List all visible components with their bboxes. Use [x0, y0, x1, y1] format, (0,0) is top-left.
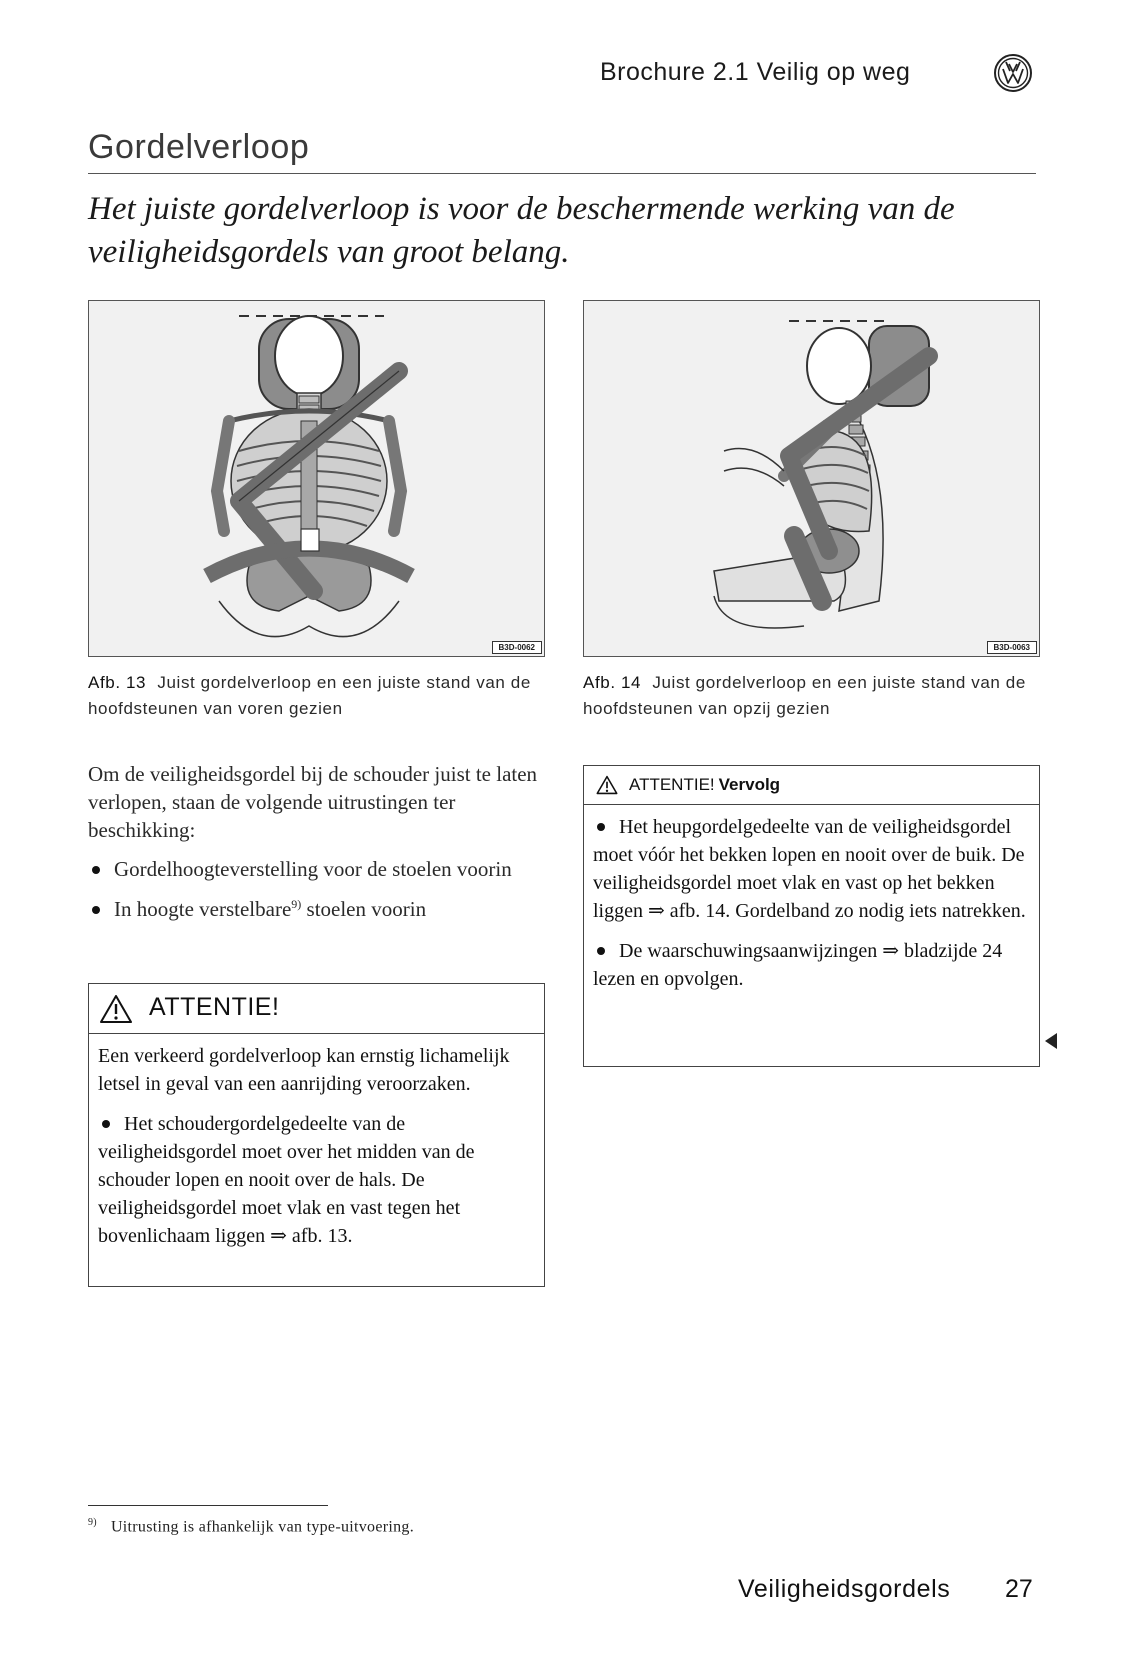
warning-text: Een verkeerd gordelverloop kan ernstig lichamelijk letsel in geval van een aanrijding veroorzaken. — [98, 1045, 510, 1095]
warning-continued-label: Vervolg — [718, 775, 781, 794]
footnote-marker: 9) — [88, 1517, 97, 1528]
figure-label: Afb. 14 — [583, 673, 642, 692]
equipment-list — [88, 855, 548, 930]
warning-content — [98, 1042, 536, 1262]
list-item-text: In hoogte verstelbare — [114, 897, 292, 921]
warning-content — [593, 813, 1031, 1005]
warning-title: ATTENTIE! — [149, 993, 280, 1021]
warning-header — [89, 984, 544, 1034]
warning-bullet — [593, 813, 1031, 925]
figure-14 — [583, 300, 1040, 657]
list-item — [88, 890, 548, 923]
section-title: Gordelverloop — [88, 128, 310, 166]
figure-code: B3D-0063 — [987, 641, 1037, 654]
figure-label: Afb. 13 — [88, 673, 147, 692]
figure-code: B3D-0062 — [492, 641, 542, 654]
footnote-ref: 9) — [291, 897, 302, 911]
warning-box-continued — [583, 765, 1040, 1067]
warning-bullet — [98, 1110, 536, 1250]
warning-triangle-icon — [596, 775, 618, 795]
side-view-illustration — [584, 301, 1039, 656]
warning-triangle-icon — [99, 994, 133, 1024]
footnote-divider — [88, 1505, 328, 1506]
lead-paragraph: Het juiste gordelverloop is voor de beschermende werking van de veiligheidsgordels van groot belang. — [88, 191, 955, 270]
caption-text: Juist gordelverloop en een juiste stand van de hoofdsteunen van opzij gezien — [583, 673, 1026, 718]
warning-header — [584, 766, 1039, 805]
list-item — [88, 855, 548, 883]
front-view-illustration — [89, 301, 544, 656]
figure-13 — [88, 300, 545, 657]
vw-logo-icon — [993, 53, 1033, 93]
title-divider — [88, 173, 1036, 174]
warning-title-text: ATTENTIE! — [629, 775, 715, 794]
list-item-text: Gordelhoogteverstelling voor de stoelen voorin — [114, 857, 512, 881]
running-footer: Veiligheidsgordels — [738, 1575, 951, 1603]
figure-13-caption — [88, 670, 548, 722]
warning-bullet-text: Het heupgordelgedeelte van de veiligheidsgordel moet vóór het bekken lopen en nooit over de buik. De veiligheidsgordel moet vlak en vast op het bekken liggen ⇒ afb. 14. Gordelband zo nodig iets natrekken. — [593, 816, 1026, 922]
warning-bullet-text: Het schoudergordelgedeelte van de veiligheidsgordel moet over het midden van de schouder lopen en nooit over de hals. De veiligheidsgordel moet vlak en vast tegen het bovenlichaam liggen ⇒ afb. 13. — [98, 1113, 475, 1247]
page-number: 27 — [1005, 1575, 1033, 1603]
warning-title — [629, 775, 780, 795]
continued-arrow-icon — [1045, 1033, 1057, 1049]
warning-box — [88, 983, 545, 1287]
caption-text: Juist gordelverloop en een juiste stand van de hoofdsteunen van voren gezien — [88, 673, 531, 718]
footnote — [88, 1517, 414, 1536]
list-item-text-end: stoelen voorin — [301, 897, 427, 921]
warning-bullet — [593, 937, 1031, 993]
footnote-text: Uitrusting is afhankelijk van type-uitvoering. — [110, 1518, 415, 1536]
figure-14-caption — [583, 670, 1043, 722]
intro-paragraph: Om de veiligheidsgordel bij de schouder juist te laten verlopen, staan de volgende uitrustingen ter beschikking: — [88, 762, 538, 842]
warning-bullet-text: De waarschuwingsaanwijzingen ⇒ bladzijde 24 lezen en opvolgen. — [593, 940, 1003, 990]
running-header: Brochure 2.1 Veilig op weg — [600, 58, 911, 86]
